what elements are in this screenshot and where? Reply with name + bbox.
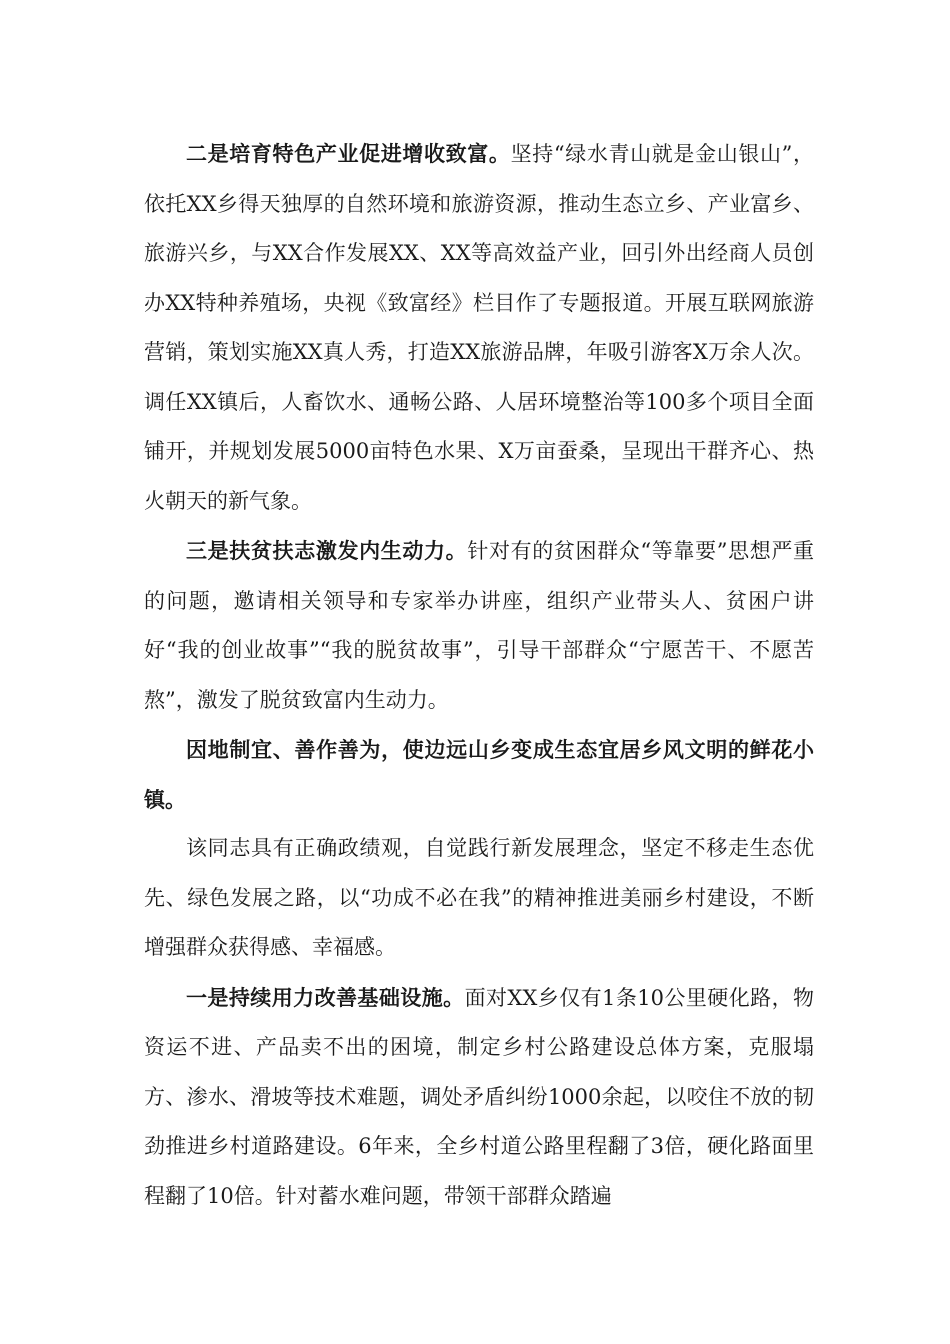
paragraph-industry: [144, 129, 814, 526]
paragraph-intro: [144, 824, 814, 973]
paragraph-lead: 三是扶贫扶志激发内生动力。: [186, 538, 468, 563]
paragraph-text: 坚持“绿水青山就是金山银山”，依托XX乡得天独厚的自然环境和旅游资源，推动生态立乡、产业富乡、旅游兴乡，与XX合作发展XX、XX等高效益产业，回引外出经商人员创办XX特种养殖场，央视《致富经》栏目作了专题报道。开展互联网旅游营销，策划实施XX真人秀，打造XX旅游品牌，年吸引游客X万余人次。调任XX镇后，人畜饮水、通畅公路、人居环境整治等100多个项目全面铺开，并规划发展5000亩特色水果、X万亩蚕桑，呈现出干群齐心、热火朝天的新气象。: [144, 142, 814, 513]
paragraph-text: 针对有的贫困群众“等靠要”思想严重的问题，邀请相关领导和专家举办讲座，组织产业带头人、贫困户讲好“我的创业故事”“我的脱贫故事”，引导干部群众“宁愿苦干、不愿苦熬”，激发了脱贫致富内生动力。: [144, 539, 814, 712]
paragraph-text: 面对XX乡仅有1条10公里硬化路，物资运不进、产品卖不出的困境，制定乡村公路建设总体方案，克服塌方、渗水、滑坡等技术难题，调处矛盾纠纷1000余起，以咬住不放的韧劲推进乡村道路建设。6年来，全乡村道公路里程翻了3倍，硬化路面里程翻了10倍。针对蓄水难问题，带领干部群众踏遍: [144, 985, 814, 1208]
paragraph-poverty: [144, 526, 814, 725]
paragraph-infrastructure: [144, 973, 814, 1222]
document-body: [144, 129, 814, 1221]
paragraph-lead: 二是培育特色产业促进增收致富。: [186, 141, 511, 166]
paragraph-lead: 一是持续用力改善基础设施。: [186, 984, 465, 1010]
paragraph-text: 该同志具有正确政绩观，自觉践行新发展理念，坚定不移走生态优先、绿色发展之路，以“功成不必在我”的精神推进美丽乡村建设，不断增强群众获得感、幸福感。: [144, 836, 814, 959]
section-heading: 因地制宜、善作善为，使边远山乡变成生态宜居乡风文明的鲜花小镇。: [144, 737, 814, 812]
